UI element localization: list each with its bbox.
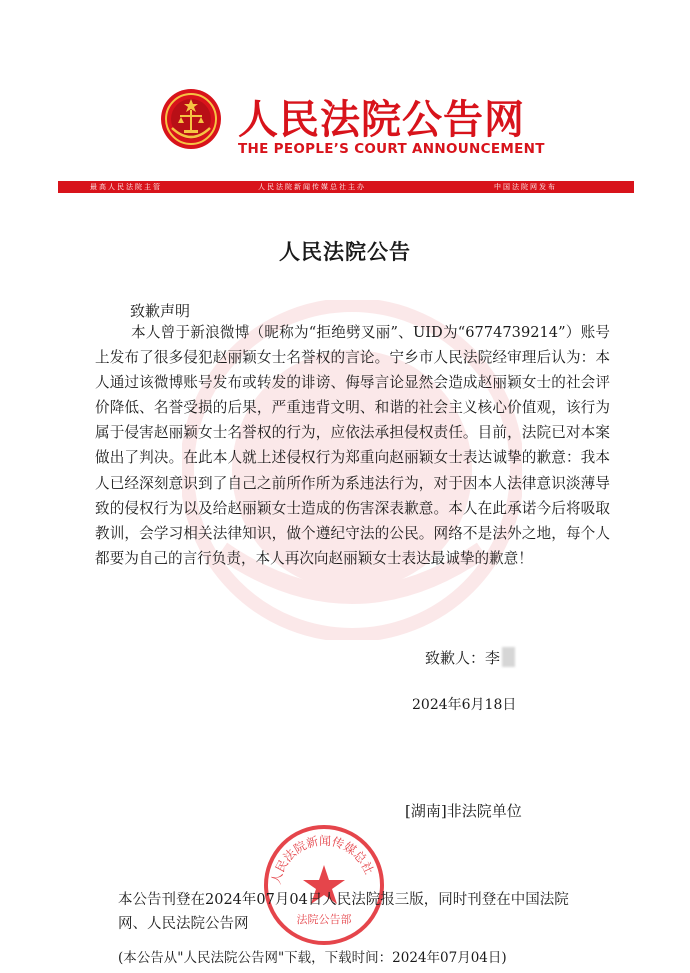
publisher-unit: [湖南]非法院单位 [405,802,522,820]
apology-body: 本人曾于新浪微博（昵称为“拒绝劈叉丽”、UID为“6774739214”）账号上发布了很多侵犯赵丽颖女士名誉权的言论。宁乡市人民法院经审理后认为：本人通过该微博账号发布或转发的诽谤、侮辱言论显然会造成赵丽颖女士的社会评价降低、名誉受损的后果，严重违背文明、和谐的社会主义核心价值观，该行为属于侵害赵丽颖女士名誉权的行为，应依法承担侵权责任。目前，法院已对本案做出了判决。在此本人就上述侵权行为郑重向赵丽颖女士表达诚挚的歉意：我本人已经深刻意识到了自己之前所作所为系违法行为，对于因本人法律意识淡薄导致的侵权行为以及给赵丽颖女士造成的伤害深表歉意。本人在此承诺今后将吸取教训，会学习相关法律知识，做个遵纪守法的公民。网络不是法外之地，每个人都要为自己的言行负责，本人再次向赵丽颖女士表达最诚挚的歉意！ [95,324,610,567]
header-red-bar [58,181,634,193]
brand-subtitle: THE PEOPLE’S COURT ANNOUNCEMENT [238,141,545,157]
signer-label: 致歉人：李 [425,649,501,667]
brand-title: 人民法院公告网 [238,97,525,143]
bar-text-middle: 人民法院新闻传媒总社主办 [258,183,366,191]
notice-heading: 人民法院公告 [279,240,411,264]
svg-text:法院公告部: 法院公告部 [296,913,352,926]
bar-text-right: 中国法院网发布 [494,183,557,191]
download-note: (本公告从"人民法院公告网"下载，下载时间：2024年07月04日) [118,950,507,966]
court-emblem-logo [160,88,222,150]
signer-line [425,647,515,668]
apology-title: 致歉声明 [130,302,191,320]
bar-text-left: 最高人民法院主管 [90,183,162,191]
svg-text:人民法院新闻传媒总社: 人民法院新闻传媒总社 [269,833,377,886]
statement-date: 2024年6月18日 [412,697,517,713]
publication-info: 本公告刊登在2024年07月04日人民法院报三版，同时刊登在中国法院网、人民法院公告网 [118,892,569,932]
redacted-name [502,647,515,667]
